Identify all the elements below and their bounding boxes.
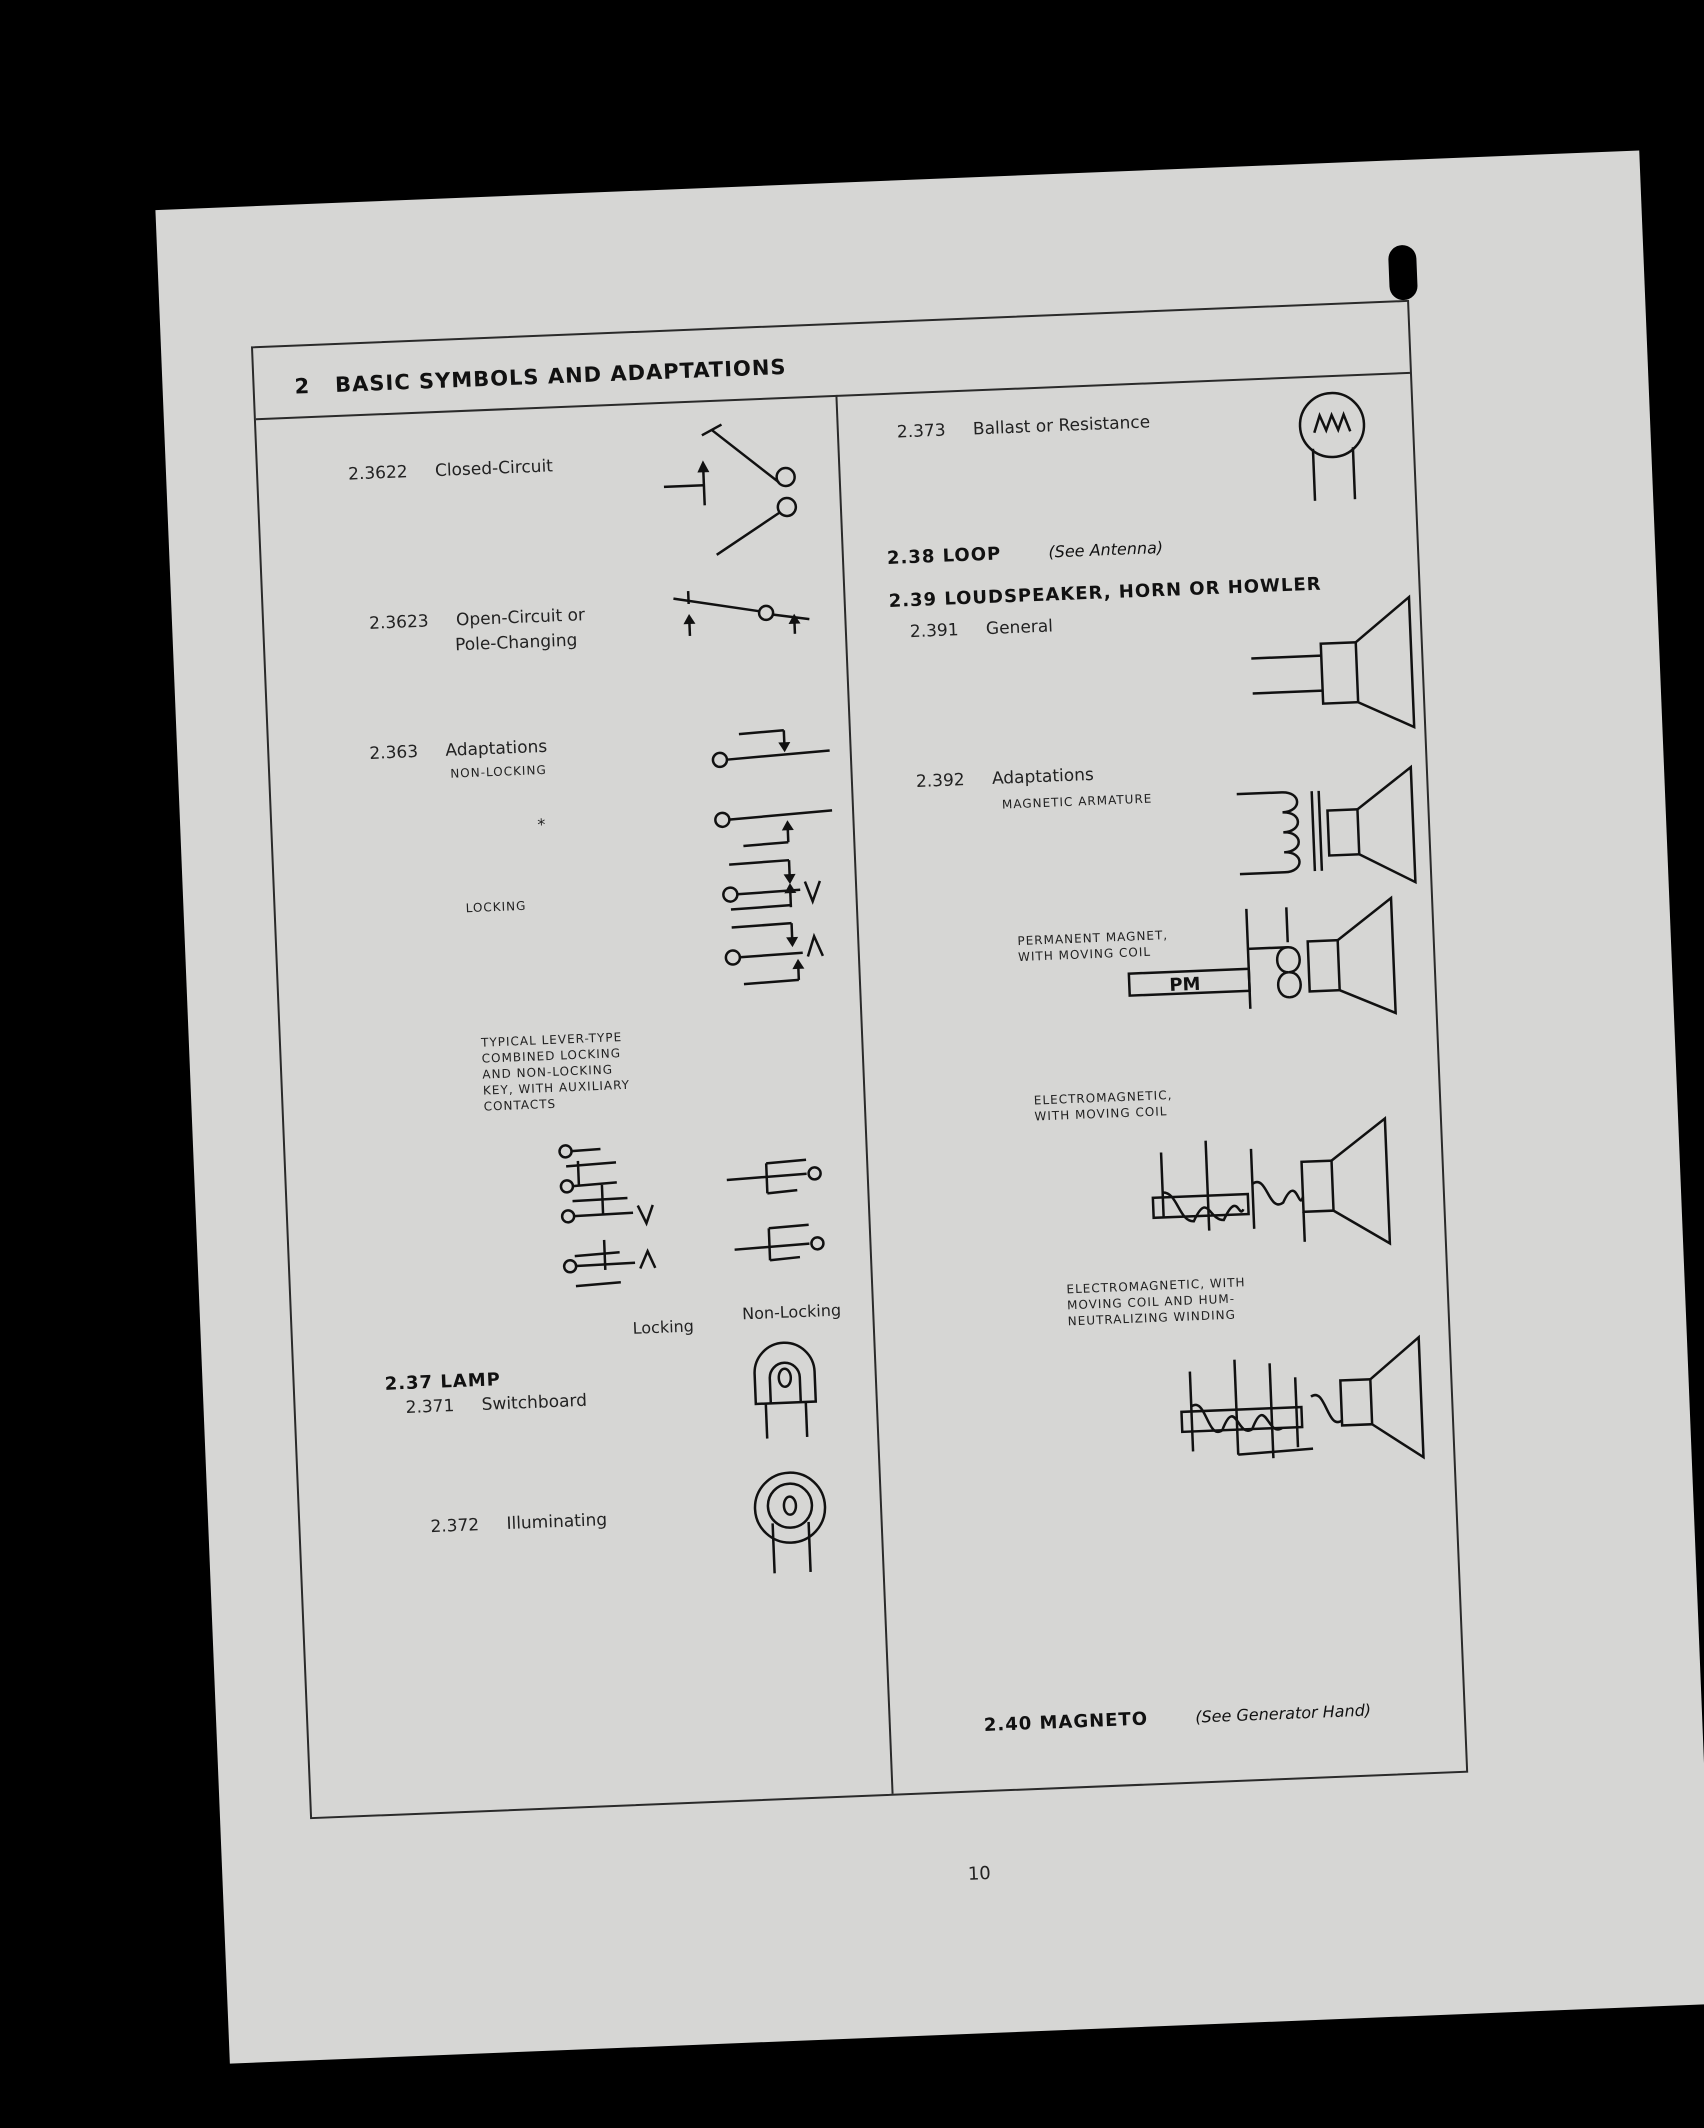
caption-line: COMBINED LOCKING <box>481 1046 622 1066</box>
permanent-magnet-speaker-symbol <box>1126 892 1411 1033</box>
section-title-text: BASIC SYMBOLS AND ADAPTATIONS <box>334 354 788 398</box>
magneto-heading <box>983 1700 1371 1737</box>
lever-type-caption <box>481 1029 631 1115</box>
loop-heading-text: 2.38 LOOP <box>886 543 1002 570</box>
non-locking-label: Non-Locking <box>741 1300 842 1324</box>
item-number: 2.3622 <box>347 462 409 485</box>
caption-line: CONTACTS <box>483 1096 557 1114</box>
item-label: General <box>985 616 1054 640</box>
asterisk-note: * <box>537 814 547 835</box>
item-number: 2.372 <box>430 1515 480 1538</box>
item-open-circuit <box>369 605 586 634</box>
pm-label: PM <box>1168 973 1201 997</box>
section-title <box>294 355 787 399</box>
electromagnetic-speaker-symbol <box>1150 1112 1425 1263</box>
section-header <box>253 302 1410 420</box>
caption-line: ELECTROMAGNETIC, <box>1033 1087 1173 1108</box>
lever-type-key-symbol <box>555 1126 841 1302</box>
section-number: 2 <box>294 374 311 399</box>
item-label-line2: Pole-Changing <box>454 630 578 656</box>
symbol-table-frame <box>251 300 1468 1819</box>
caption-line: MOVING COIL AND HUM- <box>1066 1291 1236 1313</box>
item-number: 2.363 <box>369 741 419 764</box>
open-circuit-key-symbol <box>663 581 815 642</box>
magneto-see-reference: (See Generator Hand) <box>1194 1700 1372 1727</box>
page-number: 10 <box>967 1862 992 1885</box>
caption-line: WITH MOVING COIL <box>1017 944 1152 965</box>
item-number: 2.371 <box>405 1396 455 1419</box>
item-number: 2.391 <box>909 620 960 643</box>
magneto-heading-text: 2.40 MAGNETO <box>983 1708 1149 1737</box>
illuminating-lamp-symbol <box>748 1466 832 1579</box>
non-locking-caption: NON-LOCKING <box>449 762 547 781</box>
loudspeaker-general-symbol <box>1249 592 1424 739</box>
locking-label: Locking <box>632 1316 695 1338</box>
item-number: 2.3623 <box>368 611 430 634</box>
item-number: 2.373 <box>896 420 946 443</box>
loop-see-reference: (See Antenna) <box>1048 537 1164 562</box>
magnetic-armature-speaker-symbol <box>1236 762 1431 895</box>
column-divider <box>835 395 893 1794</box>
item-label: Switchboard <box>481 1390 588 1415</box>
hum-neutralizing-speaker-symbol <box>1174 1331 1449 1482</box>
loop-heading <box>887 537 1164 569</box>
switchboard-lamp-symbol <box>743 1331 827 1444</box>
locking-caption: LOCKING <box>465 898 527 916</box>
locking-key-symbol <box>719 855 844 990</box>
item-label: Closed-Circuit <box>434 456 554 482</box>
caption-line: WITH MOVING COIL <box>1034 1104 1168 1124</box>
item-label: Adaptations <box>991 764 1095 789</box>
caption-line: PERMANENT MAGNET, <box>1017 928 1169 949</box>
non-locking-key-symbol <box>709 720 845 870</box>
hum-neutralizing-caption <box>1066 1274 1247 1329</box>
item-loudspeaker-adaptations <box>916 765 1095 792</box>
caption-line: ELECTROMAGNETIC, WITH <box>1066 1275 1246 1297</box>
item-ballast <box>897 412 1151 442</box>
ballast-resistance-symbol <box>1291 388 1376 506</box>
closed-circuit-key-symbol <box>662 427 797 562</box>
caption-line: AND NON-LOCKING <box>482 1062 614 1082</box>
item-illuminating <box>430 1510 607 1537</box>
lamp-heading: 2.37 LAMP <box>384 1369 502 1395</box>
item-loudspeaker-general <box>910 616 1054 642</box>
item-switchboard <box>405 1391 587 1418</box>
binding-hole <box>1388 245 1418 301</box>
caption-line: NEUTRALIZING WINDING <box>1067 1307 1237 1329</box>
item-label: Ballast or Resistance <box>972 412 1151 440</box>
electromagnetic-caption <box>1034 1087 1174 1125</box>
document-page <box>155 150 1704 2063</box>
item-label: Adaptations <box>445 736 548 761</box>
item-number: 2.392 <box>915 770 966 793</box>
item-closed-circuit <box>348 456 553 484</box>
loudspeaker-heading: 2.39 LOUDSPEAKER, HORN OR HOWLER <box>888 573 1322 612</box>
item-label: Illuminating <box>506 1510 608 1535</box>
caption-line: KEY, WITH AUXILIARY <box>482 1077 631 1098</box>
magnetic-armature-caption: MAGNETIC ARMATURE <box>1001 791 1153 812</box>
item-label: Open-Circuit or <box>455 605 586 631</box>
item-adaptations <box>369 737 548 764</box>
caption-line: TYPICAL LEVER-TYPE <box>480 1030 623 1050</box>
